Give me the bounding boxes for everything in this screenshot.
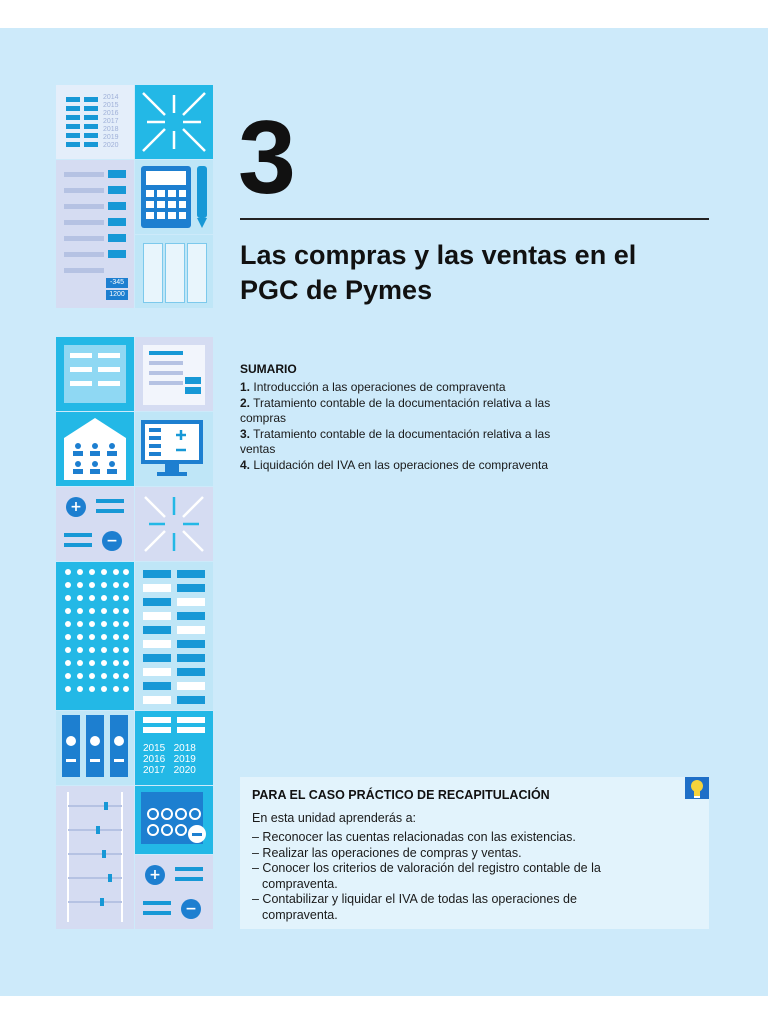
summary-item-text: Introducción a las operaciones de compraventa xyxy=(253,380,506,394)
arrows-converge-icon xyxy=(135,85,213,159)
year-label: 2018 xyxy=(173,743,196,754)
chapter-number: 3 xyxy=(238,100,296,216)
plus-minus-tile: + − xyxy=(56,487,134,561)
summary-list xyxy=(240,380,570,473)
monitor-icon xyxy=(135,412,213,486)
summary-item-number: 4. xyxy=(240,457,251,472)
year-label: 2017 xyxy=(103,118,119,125)
people-grid-tile xyxy=(56,562,134,710)
case-study-heading: PARA EL CASO PRÁCTICO DE RECAPITULACIÓN xyxy=(252,788,550,802)
year-label: 2015 xyxy=(143,743,166,754)
abacus-tile xyxy=(56,786,134,929)
year-label: 2016 xyxy=(103,110,119,117)
list-item: – Contabilizar y liquidar el IVA de todas las operaciones de compraventa. xyxy=(252,892,577,922)
summary-item xyxy=(240,427,570,458)
case-study-intro: En esta unidad aprenderás a: xyxy=(252,811,417,825)
illustration-strip xyxy=(56,85,213,929)
arrows-converge-icon xyxy=(135,487,213,561)
summary-item-number: 3. xyxy=(240,426,251,441)
summary-heading: SUMARIO xyxy=(240,362,297,376)
house-icon xyxy=(56,412,134,486)
ledger-value: 1200 xyxy=(106,290,128,300)
calendar-tile xyxy=(135,786,213,854)
case-study-list xyxy=(252,830,652,923)
list-item: – Reconocer las cuentas relacionadas con las existencias. xyxy=(252,830,576,844)
summary-item-text: Liquidación del IVA en las operaciones de compraventa xyxy=(253,457,548,472)
document-tile xyxy=(135,337,213,411)
summary-item xyxy=(240,396,570,427)
year-label: 2018 xyxy=(103,126,119,133)
lightbulb-icon xyxy=(685,777,709,799)
summary-item-number: 2. xyxy=(240,395,251,410)
title-divider xyxy=(240,218,709,220)
plus-minus-tile: + − xyxy=(135,855,213,929)
grid-card-tile xyxy=(56,337,134,411)
plus-minus-columns-tile xyxy=(135,235,213,308)
case-study-box xyxy=(240,777,709,929)
year-label: 2017 xyxy=(143,765,166,776)
ledger-value: -345 xyxy=(106,278,128,288)
summary-item-number: 1. xyxy=(240,380,251,394)
year-label: 2020 xyxy=(103,142,119,149)
years-list-tile xyxy=(56,85,134,159)
summary-item-text: Tratamiento contable de la documentación relativa a las ventas xyxy=(240,426,551,456)
binders-tile xyxy=(56,711,134,785)
year-label: 2014 xyxy=(103,94,119,101)
year-label: 2015 xyxy=(103,102,119,109)
list-item: – Realizar las operaciones de compras y ventas. xyxy=(252,845,522,860)
years-tile xyxy=(135,711,213,785)
chapter-title: Las compras y las ventas en el PGC de Pymes xyxy=(240,240,637,305)
summary-item-text: Tratamiento contable de la documentación relativa a las compras xyxy=(240,395,551,425)
year-label: 2020 xyxy=(173,765,196,776)
year-label: 2019 xyxy=(173,754,196,765)
ledger-tile xyxy=(56,160,134,308)
calculator-icon xyxy=(135,160,213,234)
table-bars-tile xyxy=(135,562,213,710)
summary-item xyxy=(240,380,570,396)
summary-item xyxy=(240,458,570,474)
year-label: 2019 xyxy=(103,134,119,141)
year-label: 2016 xyxy=(143,754,166,765)
list-item: – Conocer los criterios de valoración del registro contable de la compraventa. xyxy=(252,861,601,891)
